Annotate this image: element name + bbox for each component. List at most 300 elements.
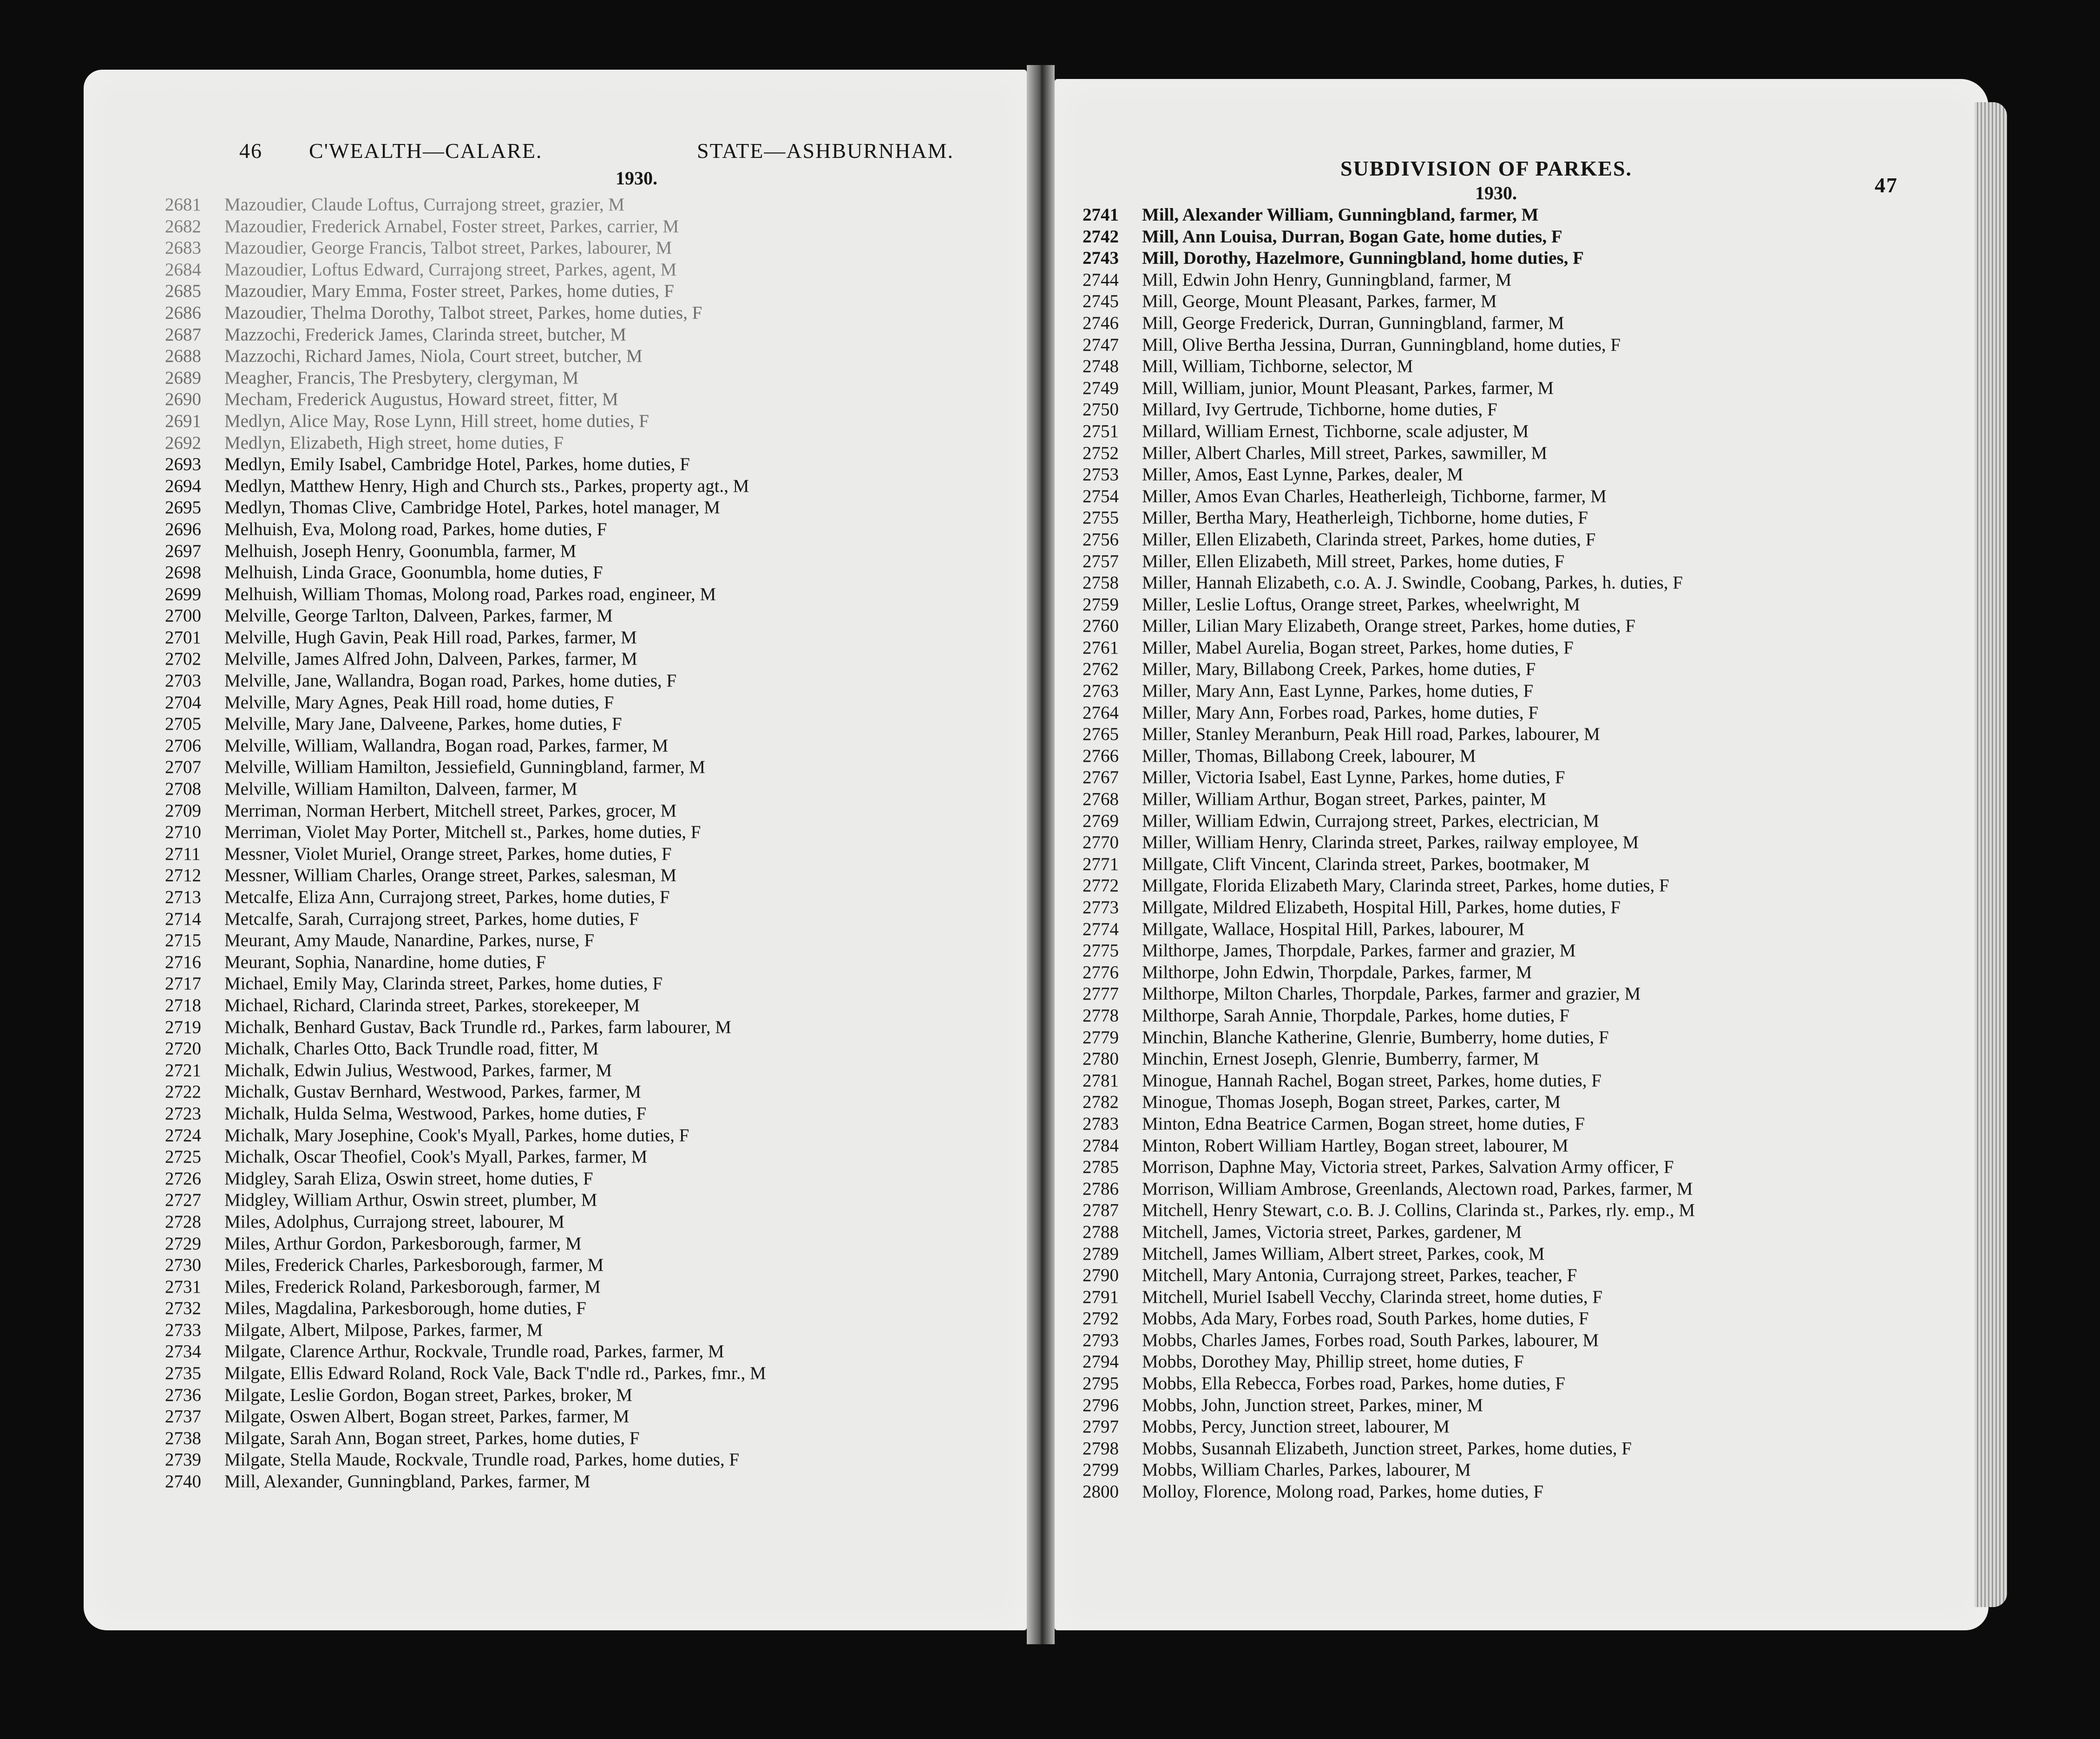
list-item: [1083, 464, 1965, 486]
entry-text: Millard, William Ernest, Tichborne, scale adjuster, M: [1142, 421, 1529, 441]
entry-text: Mill, George, Mount Pleasant, Parkes, farmer, M: [1142, 291, 1497, 312]
entry-number: 2754: [1083, 486, 1119, 506]
list-item: [1083, 680, 1965, 702]
page-edges: [1975, 102, 2007, 1607]
entry-text: Molloy, Florence, Molong road, Parkes, home duties, F: [1142, 1482, 1544, 1502]
entry-text: Melville, William, Wallandra, Bogan road, Parkes, farmer, M: [224, 735, 669, 756]
entry-text: Miller, Ellen Elizabeth, Clarinda street, Parkes, home duties, F: [1142, 529, 1596, 549]
entry-number: 2728: [165, 1211, 201, 1232]
entry-number: 2691: [165, 411, 201, 431]
entry-number: 2779: [1083, 1027, 1119, 1047]
list-item: [1083, 551, 1965, 573]
entry-number: 2791: [1083, 1287, 1119, 1307]
entry-text: Mitchell, James, Victoria street, Parkes, gardener, M: [1142, 1222, 1522, 1242]
entry-number: 2712: [165, 865, 201, 886]
left-entry-list: [165, 194, 1029, 1493]
entry-text: Milgate, Albert, Milpose, Parkes, farmer, M: [224, 1320, 543, 1340]
left-header-state: STATE—ASHBURNHAM.: [697, 139, 954, 163]
list-item: [1083, 983, 1965, 1005]
left-page-number: 46: [239, 139, 262, 163]
list-item: [165, 1017, 1029, 1039]
entry-number: 2739: [165, 1450, 201, 1470]
entry-text: Milthorpe, Sarah Annie, Thorpdale, Parkes, home duties, F: [1142, 1005, 1569, 1026]
list-item: [165, 1276, 1029, 1298]
list-item: [165, 605, 1029, 627]
entry-text: Mazoudier, Frederick Arnabel, Foster street, Parkes, carrier, M: [224, 216, 679, 236]
entry-text: Michalk, Mary Josephine, Cook's Myall, Parkes, home duties, F: [224, 1125, 689, 1145]
list-item: [165, 194, 1029, 216]
list-item: [165, 1233, 1029, 1255]
list-item: [165, 541, 1029, 562]
entry-number: 2684: [165, 259, 201, 280]
list-item: [165, 973, 1029, 995]
entry-text: Milgate, Clarence Arthur, Rockvale, Trundle road, Parkes, farmer, M: [224, 1341, 724, 1362]
entry-number: 2742: [1083, 226, 1119, 247]
entry-text: Medlyn, Matthew Henry, High and Church sts., Parkes, property agt., M: [224, 476, 749, 496]
entry-text: Miller, Amos, East Lynne, Parkes, dealer, M: [1142, 464, 1463, 485]
entry-text: Miller, Mary, Billabong Creek, Parkes, home duties, F: [1142, 659, 1536, 680]
entry-number: 2698: [165, 562, 201, 583]
entry-number: 2789: [1083, 1243, 1119, 1264]
list-item: [1083, 291, 1965, 313]
entry-number: 2736: [165, 1385, 201, 1405]
list-item: [1083, 962, 1965, 984]
entry-text: Milgate, Leslie Gordon, Bogan street, Parkes, broker, M: [224, 1385, 632, 1405]
list-item: [1083, 248, 1965, 269]
entry-number: 2778: [1083, 1005, 1119, 1026]
entry-text: Melhuish, Joseph Henry, Goonumbla, farmer, M: [224, 541, 577, 561]
list-item: [165, 1320, 1029, 1341]
entry-text: Melhuish, William Thomas, Molong road, Parkes road, engineer, M: [224, 584, 716, 604]
list-item: [165, 648, 1029, 670]
list-item: [165, 237, 1029, 259]
list-item: [1083, 204, 1965, 226]
entry-text: Morrison, Daphne May, Victoria street, Parkes, Salvation Army officer, F: [1142, 1157, 1674, 1177]
entry-text: Melville, Jane, Wallandra, Bogan road, Parkes, home duties, F: [224, 671, 677, 691]
entry-number: 2682: [165, 216, 201, 236]
entry-text: Mazzochi, Richard James, Niola, Court street, butcher, M: [224, 346, 643, 366]
entry-number: 2729: [165, 1233, 201, 1254]
entry-text: Mobbs, Charles James, Forbes road, South Parkes, labourer, M: [1142, 1330, 1599, 1350]
entry-text: Mazoudier, Mary Emma, Foster street, Parkes, home duties, F: [224, 281, 674, 301]
list-item: [1083, 1395, 1965, 1417]
list-item: [1083, 1481, 1965, 1503]
entry-text: Miles, Frederick Charles, Parkesborough, farmer, M: [224, 1255, 604, 1275]
entry-text: Mobbs, Ella Rebecca, Forbes road, Parkes, home duties, F: [1142, 1373, 1565, 1394]
entry-text: Milgate, Oswen Albert, Bogan street, Parkes, farmer, M: [224, 1406, 630, 1427]
entry-number: 2702: [165, 649, 201, 669]
entry-number: 2799: [1083, 1460, 1119, 1480]
list-item: [165, 302, 1029, 324]
entry-text: Mitchell, Henry Stewart, c.o. B. J. Collins, Clarinda st., Parkes, rly. emp., M: [1142, 1200, 1695, 1221]
list-item: [1083, 1438, 1965, 1460]
right-year: 1930.: [1475, 183, 1517, 203]
list-item: [165, 713, 1029, 735]
entry-text: Michalk, Oscar Theofiel, Cook's Myall, Parkes, farmer, M: [224, 1147, 648, 1167]
entry-number: 2759: [1083, 594, 1119, 615]
entry-text: Mobbs, John, Junction street, Parkes, miner, M: [1142, 1395, 1483, 1415]
entry-number: 2700: [165, 606, 201, 626]
entry-text: Miles, Arthur Gordon, Parkesborough, farmer, M: [224, 1233, 582, 1254]
entry-text: Michael, Richard, Clarinda street, Parkes, storekeeper, M: [224, 995, 640, 1015]
entry-number: 2710: [165, 822, 201, 843]
list-item: [165, 1190, 1029, 1211]
entry-text: Miller, Ellen Elizabeth, Mill street, Parkes, home duties, F: [1142, 551, 1565, 571]
entry-number: 2794: [1083, 1352, 1119, 1372]
list-item: [165, 454, 1029, 476]
entry-text: Miller, Stanley Meranburn, Peak Hill road, Parkes, labourer, M: [1142, 724, 1600, 745]
entry-text: Miller, Hannah Elizabeth, c.o. A. J. Swindle, Coobang, Parkes, h. duties, F: [1142, 573, 1683, 593]
book-spine: [1027, 65, 1055, 1644]
list-item: [165, 1471, 1029, 1493]
list-item: [1083, 1265, 1965, 1287]
entry-number: 2761: [1083, 637, 1119, 658]
list-item: [1083, 897, 1965, 919]
entry-text: Mill, Dorothy, Hazelmore, Gunningbland, home duties, F: [1142, 248, 1584, 268]
list-item: [165, 952, 1029, 974]
list-item: [1083, 1135, 1965, 1157]
entry-text: Melville, William Hamilton, Jessiefield, Gunningbland, farmer, M: [224, 757, 705, 778]
list-item: [165, 519, 1029, 541]
list-item: [165, 995, 1029, 1017]
list-item: [165, 735, 1029, 757]
entry-text: Mill, George Frederick, Durran, Gunningbland, farmer, M: [1142, 313, 1564, 333]
list-item: [165, 216, 1029, 238]
entry-number: 2770: [1083, 832, 1119, 853]
list-item: [165, 692, 1029, 714]
entry-text: Melville, Hugh Gavin, Peak Hill road, Parkes, farmer, M: [224, 627, 637, 647]
entry-number: 2725: [165, 1147, 201, 1167]
entry-text: Messner, Violet Muriel, Orange street, Parkes, home duties, F: [224, 843, 672, 864]
entry-number: 2715: [165, 930, 201, 951]
entry-number: 2772: [1083, 876, 1119, 896]
list-item: [165, 1298, 1029, 1320]
entry-number: 2756: [1083, 529, 1119, 549]
list-item: [165, 324, 1029, 346]
entry-text: Miller, William Edwin, Currajong street, Parkes, electrician, M: [1142, 811, 1599, 831]
entry-number: 2762: [1083, 659, 1119, 680]
entry-number: 2738: [165, 1428, 201, 1448]
list-item: [1083, 443, 1965, 464]
entry-text: Miles, Magdalina, Parkesborough, home duties, F: [224, 1298, 586, 1319]
entry-text: Michalk, Gustav Bernhard, Westwood, Parkes, farmer, M: [224, 1082, 641, 1102]
list-item: [165, 1038, 1029, 1060]
list-item: [165, 1363, 1029, 1385]
entry-text: Melhuish, Eva, Molong road, Parkes, home duties, F: [224, 519, 607, 539]
list-item: [165, 584, 1029, 606]
entry-text: Michalk, Charles Otto, Back Trundle road, fitter, M: [224, 1039, 599, 1059]
entry-text: Milgate, Ellis Edward Roland, Rock Vale, Back T'ndle rd., Parkes, fmr., M: [224, 1363, 766, 1384]
list-item: [1083, 226, 1965, 248]
entry-number: 2732: [165, 1298, 201, 1319]
list-item: [165, 1406, 1029, 1428]
entry-text: Mill, Edwin John Henry, Gunningbland, farmer, M: [1142, 269, 1512, 290]
entry-number: 2724: [165, 1125, 201, 1145]
entry-text: Millard, Ivy Gertrude, Tichborne, home duties, F: [1142, 399, 1497, 420]
entry-number: 2717: [165, 974, 201, 994]
entry-text: Miller, William Arthur, Bogan street, Parkes, painter, M: [1142, 789, 1547, 810]
entry-text: Miller, William Henry, Clarinda street, Parkes, railway employee, M: [1142, 832, 1639, 853]
left-year: 1930.: [616, 168, 657, 189]
entry-number: 2692: [165, 432, 201, 453]
list-item: [165, 843, 1029, 865]
entry-text: Mill, Ann Louisa, Durran, Bogan Gate, home duties, F: [1142, 226, 1562, 247]
entry-number: 2786: [1083, 1178, 1119, 1199]
entry-number: 2788: [1083, 1222, 1119, 1242]
list-item: [1083, 745, 1965, 767]
entry-number: 2707: [165, 757, 201, 778]
list-item: [165, 497, 1029, 519]
entry-text: Mobbs, Susannah Elizabeth, Junction street, Parkes, home duties, F: [1142, 1438, 1632, 1458]
list-item: [165, 1060, 1029, 1082]
list-item: [1083, 378, 1965, 399]
list-item: [1083, 1416, 1965, 1438]
list-item: [1083, 811, 1965, 832]
entry-text: Melville, Mary Jane, Dalveene, Parkes, home duties, F: [224, 714, 622, 734]
list-item: [1083, 832, 1965, 854]
list-item: [1083, 1373, 1965, 1395]
entry-number: 2795: [1083, 1373, 1119, 1394]
entry-number: 2687: [165, 324, 201, 345]
list-item: [1083, 1070, 1965, 1092]
list-item: [1083, 1200, 1965, 1222]
entry-number: 2681: [165, 195, 201, 215]
entry-number: 2757: [1083, 551, 1119, 571]
entry-number: 2703: [165, 671, 201, 691]
entry-text: Mobbs, William Charles, Parkes, labourer, M: [1142, 1460, 1471, 1480]
entry-text: Melhuish, Linda Grace, Goonumbla, home duties, F: [224, 562, 603, 583]
entry-number: 2696: [165, 519, 201, 539]
entry-text: Millgate, Florida Elizabeth Mary, Clarinda street, Parkes, home duties, F: [1142, 876, 1669, 896]
entry-number: 2782: [1083, 1092, 1119, 1112]
entry-number: 2781: [1083, 1070, 1119, 1091]
list-item: [165, 1081, 1029, 1103]
entry-text: Medlyn, Thomas Clive, Cambridge Hotel, Parkes, hotel manager, M: [224, 497, 720, 518]
entry-text: Miller, Mary Ann, Forbes road, Parkes, home duties, F: [1142, 702, 1539, 723]
entry-text: Metcalfe, Eliza Ann, Currajong street, Parkes, home duties, F: [224, 887, 670, 907]
entry-number: 2798: [1083, 1438, 1119, 1458]
entry-number: 2750: [1083, 399, 1119, 420]
list-item: [1083, 313, 1965, 334]
list-item: [165, 562, 1029, 584]
list-item: [165, 887, 1029, 909]
list-item: [165, 778, 1029, 800]
list-item: [165, 865, 1029, 887]
list-item: [165, 909, 1029, 930]
entry-number: 2733: [165, 1320, 201, 1340]
entry-number: 2787: [1083, 1200, 1119, 1221]
list-item: [165, 389, 1029, 411]
entry-text: Mitchell, James William, Albert street, Parkes, cook, M: [1142, 1243, 1545, 1264]
list-item: [165, 346, 1029, 367]
entry-text: Miller, Mabel Aurelia, Bogan street, Parkes, home duties, F: [1142, 637, 1574, 658]
left-header-title: C'WEALTH—CALARE.: [309, 139, 543, 163]
entry-text: Mobbs, Dorothey May, Phillip street, home duties, F: [1142, 1352, 1524, 1372]
entry-text: Meurant, Amy Maude, Nanardine, Parkes, nurse, F: [224, 930, 595, 951]
entry-text: Meurant, Sophia, Nanardine, home duties, F: [224, 952, 546, 972]
entry-text: Millgate, Clift Vincent, Clarinda street, Parkes, bootmaker, M: [1142, 854, 1590, 874]
entry-number: 2716: [165, 952, 201, 972]
entry-text: Miller, Amos Evan Charles, Heatherleigh, Tichborne, farmer, M: [1142, 486, 1607, 506]
entry-text: Mill, Olive Bertha Jessina, Durran, Gunningbland, home duties, F: [1142, 334, 1621, 355]
list-item: [1083, 1048, 1965, 1070]
entry-number: 2737: [165, 1406, 201, 1427]
entry-text: Minton, Edna Beatrice Carmen, Bogan street, home duties, F: [1142, 1113, 1585, 1134]
entry-number: 2774: [1083, 919, 1119, 939]
entry-number: 2760: [1083, 616, 1119, 636]
entry-number: 2722: [165, 1082, 201, 1102]
entry-text: Medlyn, Alice May, Rose Lynn, Hill street, home duties, F: [224, 411, 649, 431]
list-item: [165, 411, 1029, 432]
entry-number: 2690: [165, 389, 201, 410]
entry-number: 2793: [1083, 1330, 1119, 1350]
entry-number: 2714: [165, 909, 201, 929]
entry-text: Minogue, Hannah Rachel, Bogan street, Parkes, home duties, F: [1142, 1070, 1601, 1091]
entry-text: Michael, Emily May, Clarinda street, Parkes, home duties, F: [224, 974, 663, 994]
list-item: [165, 822, 1029, 843]
entry-number: 2773: [1083, 897, 1119, 917]
entry-number: 2699: [165, 584, 201, 604]
list-item: [1083, 269, 1965, 291]
entry-text: Minton, Robert William Hartley, Bogan street, labourer, M: [1142, 1135, 1568, 1156]
list-item: [1083, 507, 1965, 529]
list-item: [165, 1146, 1029, 1168]
entry-number: 2751: [1083, 421, 1119, 441]
list-item: [1083, 724, 1965, 745]
entry-text: Miller, Victoria Isabel, East Lynne, Parkes, home duties, F: [1142, 767, 1565, 788]
entry-text: Metcalfe, Sarah, Currajong street, Parkes, home duties, F: [224, 909, 639, 929]
entry-text: Mobbs, Ada Mary, Forbes road, South Parkes, home duties, F: [1142, 1308, 1589, 1329]
entry-number: 2769: [1083, 811, 1119, 831]
entry-text: Mazoudier, George Francis, Talbot street, Parkes, labourer, M: [224, 238, 672, 258]
entry-text: Melville, Mary Agnes, Peak Hill road, home duties, F: [224, 692, 614, 713]
list-item: [1083, 940, 1965, 962]
list-item: [1083, 399, 1965, 421]
list-item: [165, 1103, 1029, 1125]
list-item: [1083, 637, 1965, 659]
entry-text: Miller, Lilian Mary Elizabeth, Orange street, Parkes, home duties, F: [1142, 616, 1635, 636]
entry-number: 2740: [165, 1471, 201, 1492]
list-item: [165, 1428, 1029, 1450]
entry-number: 2771: [1083, 854, 1119, 874]
entry-text: Millgate, Mildred Elizabeth, Hospital Hill, Parkes, home duties, F: [1142, 897, 1621, 917]
list-item: [1083, 1351, 1965, 1373]
entry-number: 2800: [1083, 1482, 1119, 1502]
entry-text: Minogue, Thomas Joseph, Bogan street, Parkes, carter, M: [1142, 1092, 1561, 1112]
entry-number: 2694: [165, 476, 201, 496]
list-item: [165, 281, 1029, 302]
entry-text: Mazoudier, Claude Loftus, Currajong street, grazier, M: [224, 195, 625, 215]
entry-number: 2708: [165, 779, 201, 799]
entry-text: Melville, William Hamilton, Dalveen, farmer, M: [224, 779, 578, 799]
entry-number: 2719: [165, 1017, 201, 1037]
entry-text: Midgley, William Arthur, Oswin street, plumber, M: [224, 1190, 597, 1210]
list-item: [1083, 659, 1965, 680]
list-item: [165, 1255, 1029, 1276]
entry-text: Milthorpe, John Edwin, Thorpdale, Parkes, farmer, M: [1142, 962, 1532, 982]
list-item: [165, 670, 1029, 692]
entry-number: 2730: [165, 1255, 201, 1275]
list-item: [165, 367, 1029, 389]
entry-text: Milgate, Stella Maude, Rockvale, Trundle road, Parkes, home duties, F: [224, 1450, 740, 1470]
entry-number: 2776: [1083, 962, 1119, 982]
entry-text: Mecham, Frederick Augustus, Howard street, fitter, M: [224, 389, 618, 410]
entry-number: 2752: [1083, 443, 1119, 463]
list-item: [1083, 1308, 1965, 1330]
entry-text: Michalk, Benhard Gustav, Back Trundle rd., Parkes, farm labourer, M: [224, 1017, 731, 1037]
list-item: [1083, 702, 1965, 724]
list-item: [1083, 594, 1965, 616]
list-item: [1083, 572, 1965, 594]
list-item: [1083, 1243, 1965, 1265]
entry-number: 2689: [165, 367, 201, 388]
entry-text: Milgate, Sarah Ann, Bogan street, Parkes, home duties, F: [224, 1428, 640, 1448]
entry-text: Millgate, Wallace, Hospital Hill, Parkes, labourer, M: [1142, 919, 1525, 939]
list-item: [1083, 1287, 1965, 1308]
entry-number: 2746: [1083, 313, 1119, 333]
entry-number: 2683: [165, 238, 201, 258]
entry-number: 2755: [1083, 508, 1119, 528]
entry-number: 2767: [1083, 767, 1119, 788]
entry-number: 2713: [165, 887, 201, 907]
list-item: [165, 476, 1029, 497]
entry-number: 2744: [1083, 269, 1119, 290]
entry-text: Milthorpe, Milton Charles, Thorpdale, Parkes, farmer and grazier, M: [1142, 984, 1641, 1004]
entry-number: 2753: [1083, 464, 1119, 485]
entry-number: 2743: [1083, 248, 1119, 268]
right-entry-list: [1083, 204, 1965, 1503]
entry-text: Milthorpe, James, Thorpdale, Parkes, farmer and grazier, M: [1142, 941, 1576, 961]
entry-number: 2695: [165, 497, 201, 518]
entry-text: Mazoudier, Thelma Dorothy, Talbot street, Parkes, home duties, F: [224, 302, 702, 323]
list-item: [1083, 1330, 1965, 1352]
list-item: [165, 1341, 1029, 1363]
entry-text: Mill, Alexander William, Gunningbland, farmer, M: [1142, 205, 1539, 225]
entry-text: Minchin, Ernest Joseph, Glenrie, Bumberry, farmer, M: [1142, 1049, 1539, 1069]
entry-number: 2731: [165, 1276, 201, 1297]
entry-number: 2705: [165, 714, 201, 734]
entry-number: 2784: [1083, 1135, 1119, 1156]
list-item: [1083, 1157, 1965, 1178]
entry-number: 2758: [1083, 573, 1119, 593]
entry-text: Mobbs, Percy, Junction street, labourer, M: [1142, 1417, 1450, 1437]
entry-number: 2747: [1083, 334, 1119, 355]
entry-number: 2764: [1083, 702, 1119, 723]
entry-number: 2780: [1083, 1049, 1119, 1069]
entry-text: Michalk, Edwin Julius, Westwood, Parkes, farmer, M: [224, 1060, 612, 1080]
list-item: [165, 930, 1029, 952]
entry-text: Melville, George Tarlton, Dalveen, Parkes, farmer, M: [224, 606, 613, 626]
entry-number: 2785: [1083, 1157, 1119, 1177]
list-item: [1083, 421, 1965, 443]
entry-number: 2704: [165, 692, 201, 713]
list-item: [1083, 486, 1965, 508]
list-item: [1083, 767, 1965, 789]
entry-text: Miller, Albert Charles, Mill street, Parkes, sawmiller, M: [1142, 443, 1548, 463]
entry-number: 2686: [165, 302, 201, 323]
entry-text: Miller, Thomas, Billabong Creek, labourer, M: [1142, 745, 1476, 766]
entry-number: 2775: [1083, 941, 1119, 961]
entry-text: Minchin, Blanche Katherine, Glenrie, Bumberry, home duties, F: [1142, 1027, 1609, 1047]
list-item: [1083, 334, 1965, 356]
entry-number: 2792: [1083, 1308, 1119, 1329]
entry-number: 2796: [1083, 1395, 1119, 1415]
entry-number: 2711: [165, 843, 201, 864]
entry-text: Miller, Bertha Mary, Heatherleigh, Tichborne, home duties, F: [1142, 508, 1588, 528]
entry-number: 2797: [1083, 1417, 1119, 1437]
entry-number: 2685: [165, 281, 201, 301]
list-item: [1083, 356, 1965, 378]
